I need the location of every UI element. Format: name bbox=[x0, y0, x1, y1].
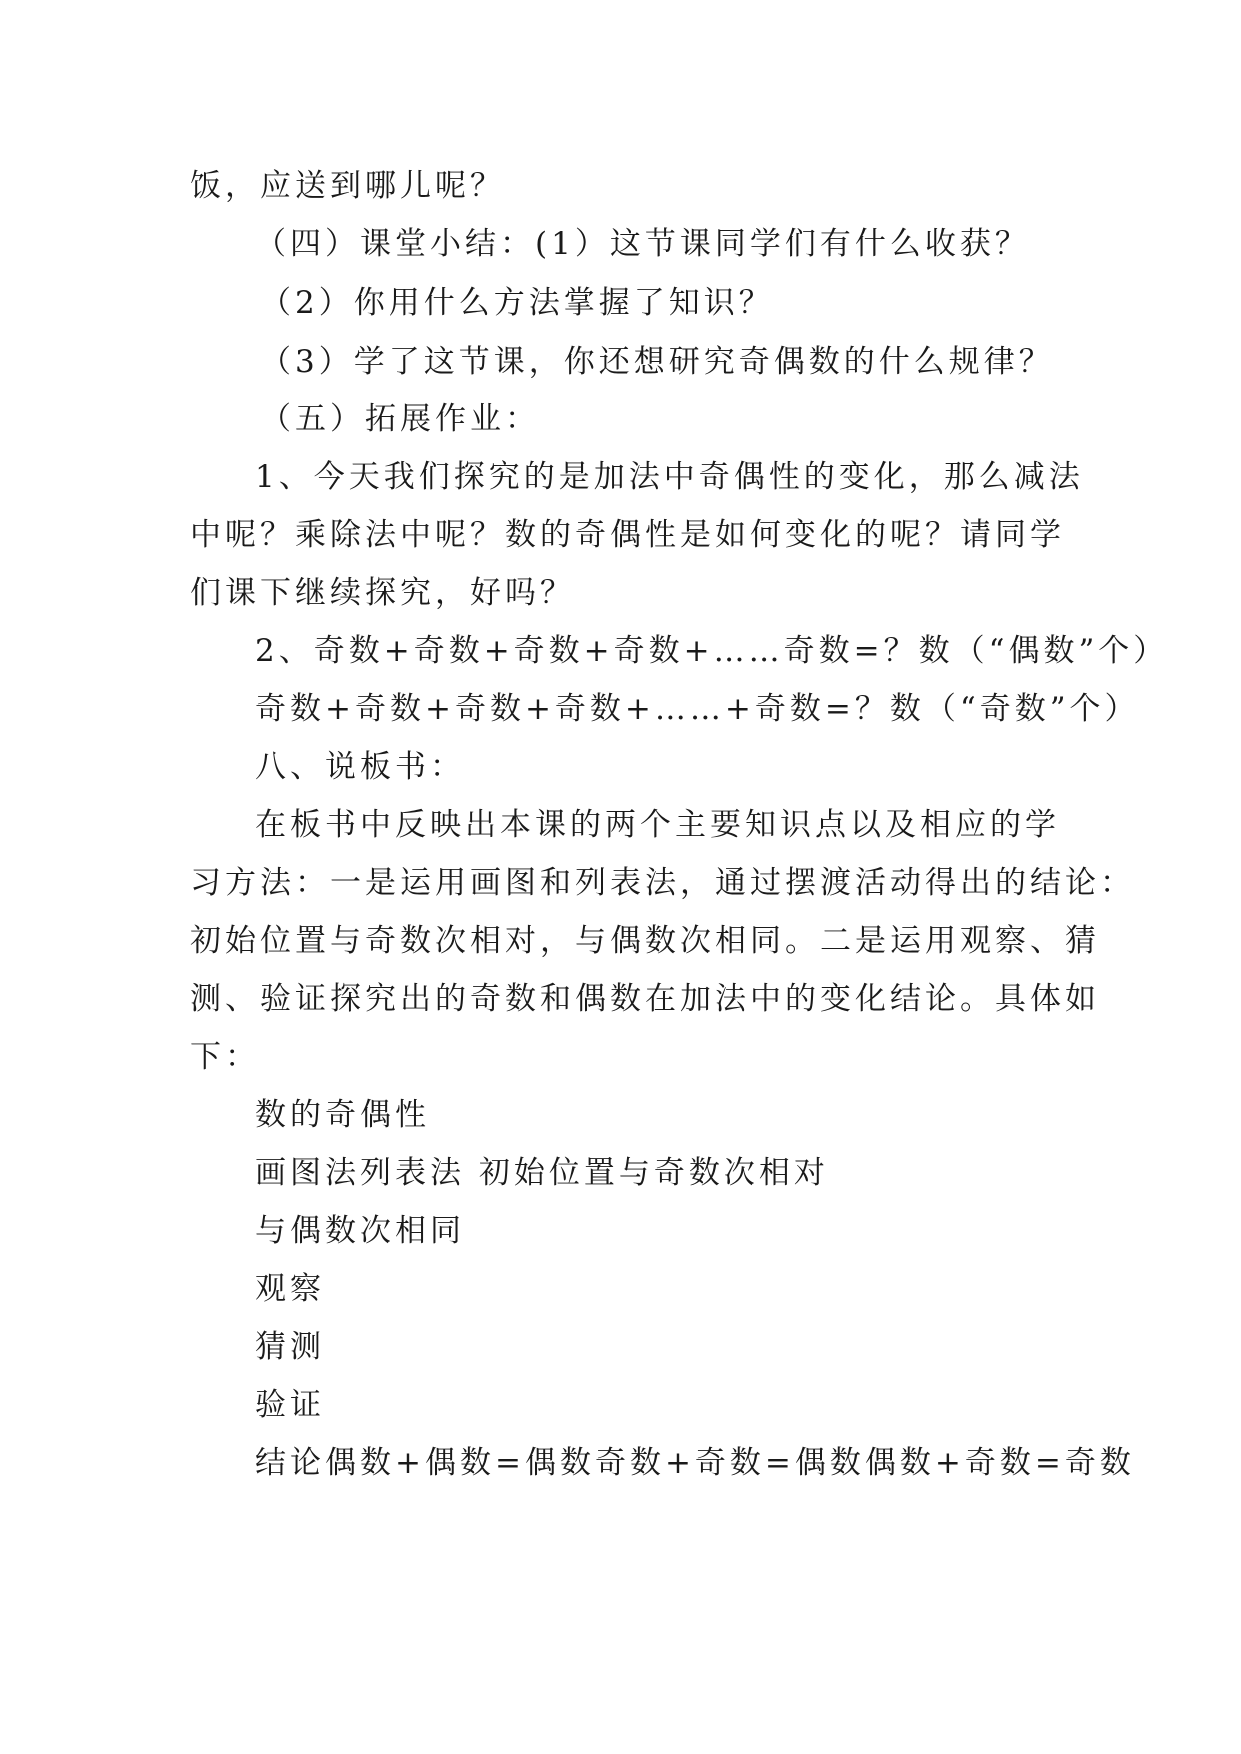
homework-item-2-cont: 奇数+奇数+奇数+奇数+……+奇数=？数（“奇数”个） bbox=[255, 691, 1140, 727]
board-line: 猜测 bbox=[255, 1329, 325, 1365]
paragraph-line: 饭，应送到哪儿呢？ bbox=[190, 168, 505, 204]
paragraph-line: 下： bbox=[190, 1039, 260, 1075]
paragraph-line: 习方法：一是运用画图和列表法，通过摆渡活动得出的结论： bbox=[190, 865, 1135, 901]
summary-question-2: （2）你用什么方法掌握了知识？ bbox=[260, 285, 774, 321]
paragraph-line: 中呢？乘除法中呢？数的奇偶性是如何变化的呢？请同学 bbox=[190, 517, 1065, 553]
paragraph-line: 测、验证探究出的奇数和偶数在加法中的变化结论。具体如 bbox=[190, 981, 1100, 1017]
homework-item-1: 1、今天我们探究的是加法中奇偶性的变化，那么减法 bbox=[255, 459, 1084, 495]
paragraph-line: 初始位置与奇数次相对，与偶数次相同。二是运用观察、猜 bbox=[190, 923, 1100, 959]
paragraph-line: 们课下继续探究，好吗？ bbox=[190, 575, 575, 611]
board-line: 与偶数次相同 bbox=[255, 1213, 465, 1249]
homework-item-2: 2、奇数+奇数+奇数+奇数+……奇数=？数（“偶数”个） bbox=[255, 633, 1169, 669]
board-line: 验证 bbox=[255, 1387, 325, 1423]
board-line: 画图法列表法 初始位置与奇数次相对 bbox=[255, 1155, 829, 1191]
class-summary-heading: （四）课堂小结：(1）这节课同学们有什么收获？ bbox=[255, 226, 1030, 262]
board-writing-heading: 八、说板书： bbox=[255, 749, 465, 785]
board-title: 数的奇偶性 bbox=[255, 1097, 430, 1133]
board-conclusion: 结论偶数+偶数=偶数奇数+奇数=偶数偶数+奇数=奇数 bbox=[255, 1445, 1135, 1481]
summary-question-3: （3）学了这节课，你还想研究奇偶数的什么规律？ bbox=[260, 344, 1054, 380]
board-line: 观察 bbox=[255, 1271, 325, 1307]
paragraph-line: 在板书中反映出本课的两个主要知识点以及相应的学 bbox=[255, 807, 1060, 843]
homework-heading: （五）拓展作业： bbox=[260, 401, 540, 437]
